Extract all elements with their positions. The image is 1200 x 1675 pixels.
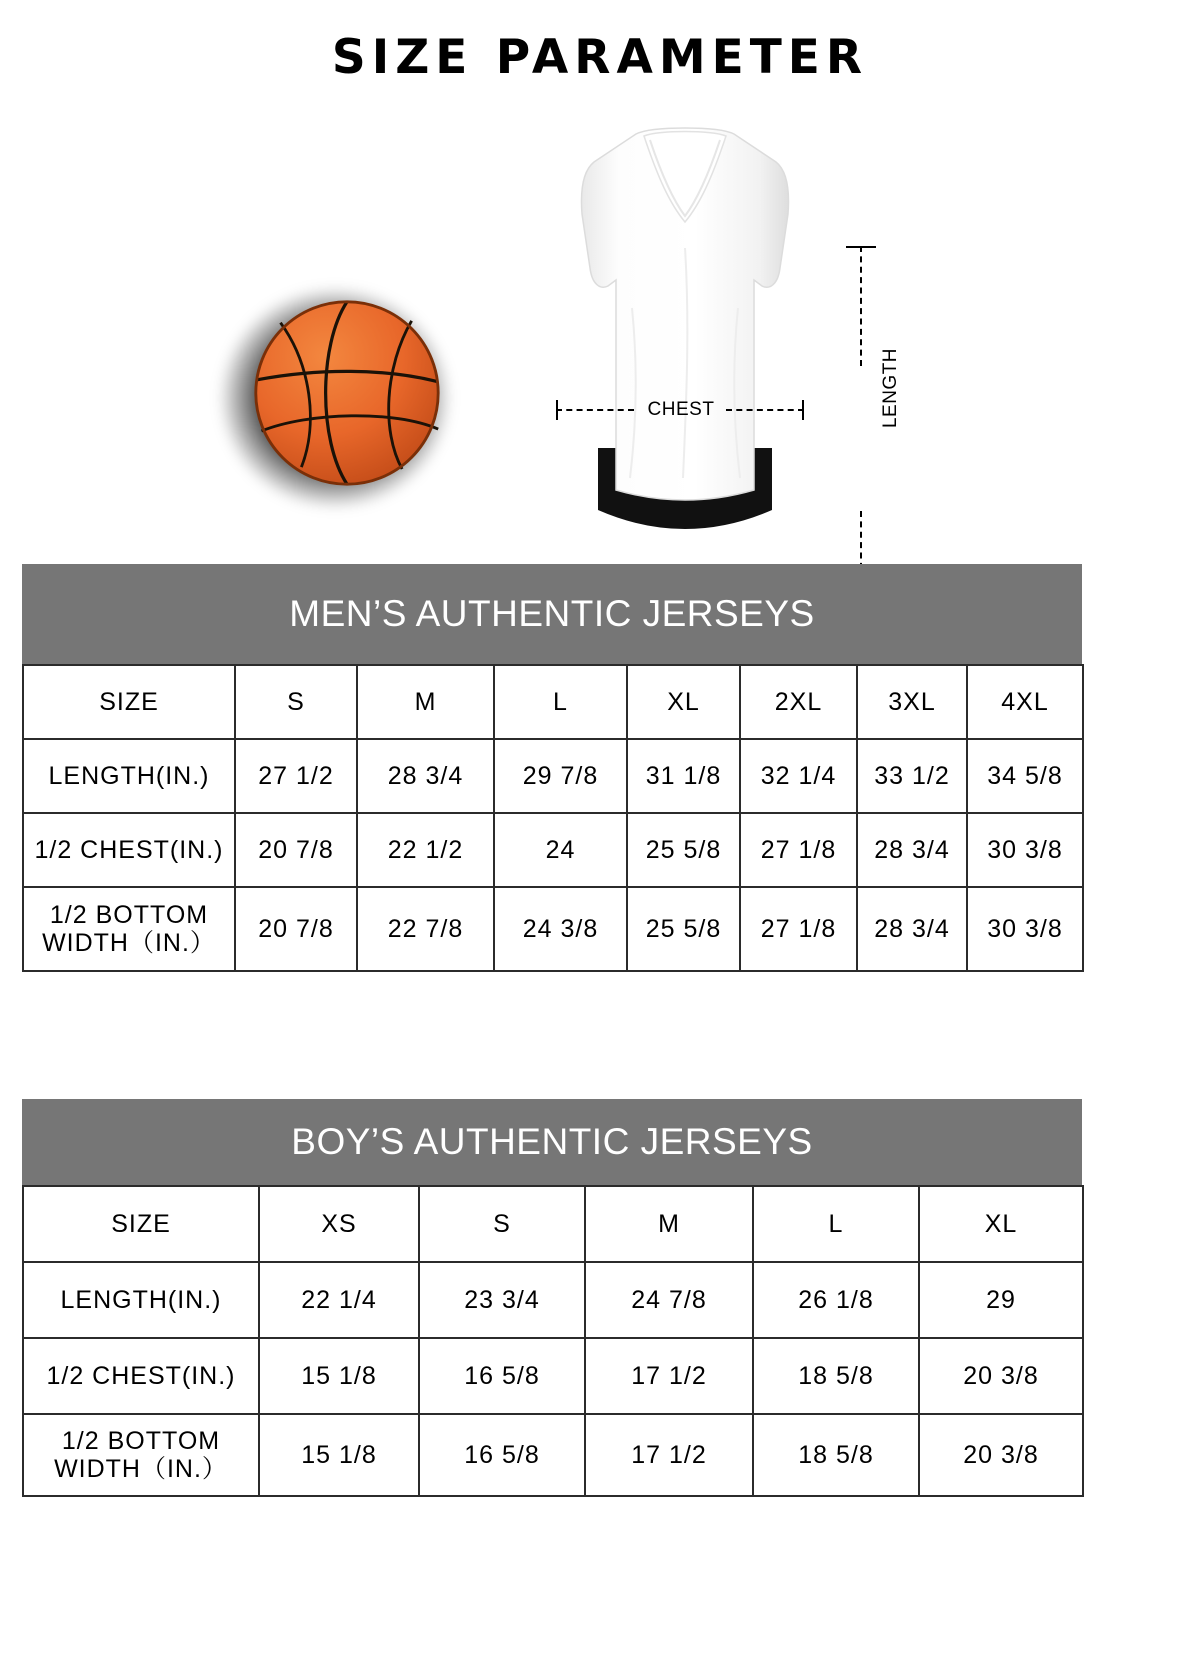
table-cell: 18 5/8 [753,1414,919,1496]
row-label: 1/2 CHEST(IN.) [23,1338,259,1414]
table-cell: 28 3/4 [357,739,494,813]
table-cell: 20 7/8 [235,813,357,887]
table-cell: 16 5/8 [419,1338,585,1414]
table-row [23,1338,1083,1414]
table-header-cell: S [419,1186,585,1262]
row-label [23,887,235,971]
page-title: SIZE PARAMETER [331,30,869,85]
table-cell: 27 1/8 [740,887,857,971]
basketball-illustration [210,278,470,528]
boys-table-heading: BOY’S AUTHENTIC JERSEYS [22,1099,1082,1185]
table-cell: 31 1/8 [627,739,740,813]
table-cell: 20 7/8 [235,887,357,971]
mens-size-table [22,664,1084,972]
row-label: LENGTH(IN.) [23,739,235,813]
table-cell: 15 1/8 [259,1414,419,1496]
mens-table-heading: MEN’S AUTHENTIC JERSEYS [22,564,1082,664]
table-row [23,739,1083,813]
table-header-cell: SIZE [23,1186,259,1262]
table-header-cell: 2XL [740,665,857,739]
table-cell: 16 5/8 [419,1414,585,1496]
table-header-cell: L [494,665,627,739]
table-cell: 27 1/2 [235,739,357,813]
table-cell: 24 [494,813,627,887]
table-cell: 20 3/8 [919,1338,1083,1414]
table-header-cell: XS [259,1186,419,1262]
table-cell: 22 1/4 [259,1262,419,1338]
table-cell: 33 1/2 [857,739,967,813]
table-row [23,887,1083,971]
table-header-cell: M [585,1186,753,1262]
table-cell: 24 3/8 [494,887,627,971]
row-label-line1: 1/2 BOTTOM [49,901,209,929]
boys-size-table [22,1185,1084,1497]
table-cell: 22 7/8 [357,887,494,971]
table-cell: 23 3/4 [419,1262,585,1338]
row-label-line2: WIDTH（IN.） [42,929,216,957]
table-cell: 30 3/8 [967,887,1083,971]
table-cell: 28 3/4 [857,813,967,887]
row-label [23,1414,259,1496]
table-cell: 26 1/8 [753,1262,919,1338]
row-label-line2: WIDTH（IN.） [54,1455,228,1483]
row-label: LENGTH(IN.) [23,1262,259,1338]
table-row [23,813,1083,887]
table-cell: 34 5/8 [967,739,1083,813]
row-label-line1: 1/2 BOTTOM [61,1427,221,1455]
table-cell: 22 1/2 [357,813,494,887]
mens-size-table-block [22,564,1082,972]
table-cell: 28 3/4 [857,887,967,971]
table-row-header [23,665,1083,739]
table-header-cell: SIZE [23,665,235,739]
table-cell: 25 5/8 [627,813,740,887]
table-cell: 17 1/2 [585,1338,753,1414]
table-cell: 27 1/8 [740,813,857,887]
row-label: 1/2 CHEST(IN.) [23,813,235,887]
table-row [23,1414,1083,1496]
table-header-cell: 3XL [857,665,967,739]
jersey-icon [540,118,830,538]
table-cell: 30 3/8 [967,813,1083,887]
size-diagram [0,118,1200,548]
table-cell: 18 5/8 [753,1338,919,1414]
boys-size-table-block [22,1099,1082,1497]
length-label: LENGTH [880,347,901,429]
table-cell: 24 7/8 [585,1262,753,1338]
table-header-cell: L [753,1186,919,1262]
table-header-cell: XL [627,665,740,739]
table-cell: 17 1/2 [585,1414,753,1496]
table-cell: 29 [919,1262,1083,1338]
table-header-cell: M [357,665,494,739]
table-cell: 25 5/8 [627,887,740,971]
table-cell: 32 1/4 [740,739,857,813]
table-cell: 20 3/8 [919,1414,1083,1496]
table-cell: 15 1/8 [259,1338,419,1414]
table-cell: 29 7/8 [494,739,627,813]
basketball-icon [252,298,442,488]
table-header-cell: XL [919,1186,1083,1262]
table-header-cell: S [235,665,357,739]
chest-dimension-line [556,400,804,420]
table-row [23,1262,1083,1338]
table-header-cell: 4XL [967,665,1083,739]
chest-label: CHEST [647,399,715,420]
table-row-header [23,1186,1083,1262]
